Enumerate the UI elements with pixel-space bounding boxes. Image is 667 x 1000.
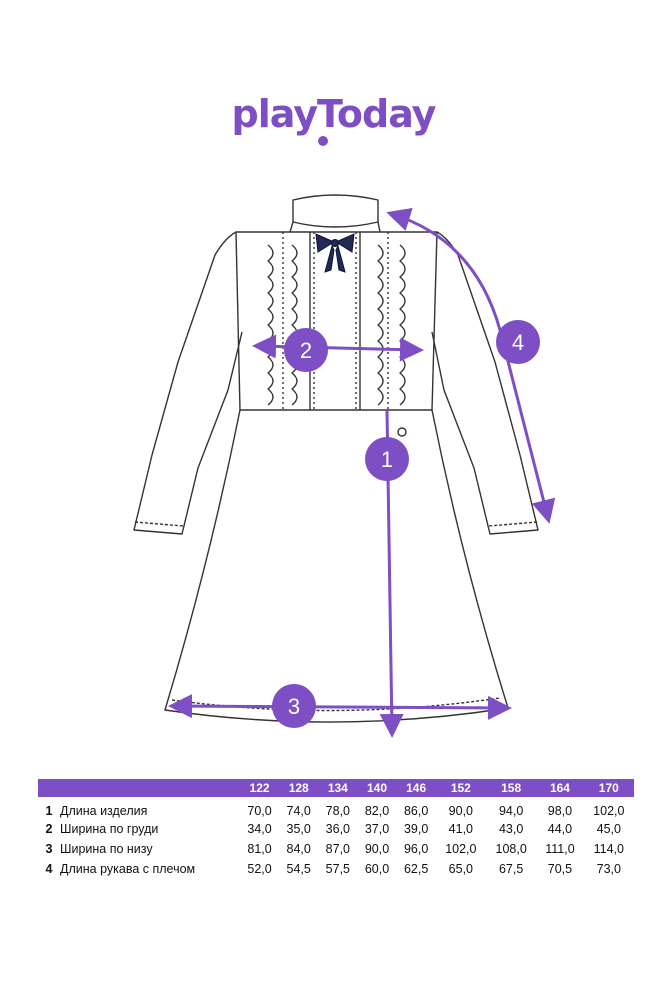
- table-cell: 43,0: [498, 822, 524, 836]
- table-cell: 90,0: [448, 804, 474, 818]
- table-cell: 62,5: [403, 862, 429, 876]
- table-cell: 108,0: [495, 842, 527, 856]
- row-number: 4: [45, 862, 53, 876]
- table-cell: 111,0: [545, 842, 575, 856]
- table-cell: 86,0: [403, 804, 429, 818]
- measure-hem-line: [174, 706, 506, 708]
- size-header: 134: [318, 779, 357, 797]
- table-cell: 102,0: [593, 804, 625, 818]
- table-cell: 114,0: [593, 842, 624, 856]
- table-cell: 94,0: [498, 804, 524, 818]
- marker-2-label: 2: [299, 338, 313, 363]
- size-header: 170: [584, 779, 634, 797]
- size-header: 152: [436, 779, 486, 797]
- row-number: 3: [45, 842, 53, 856]
- size-header-row: [38, 779, 634, 797]
- size-header: 140: [357, 779, 396, 797]
- row-name: Длина рукава с плечом: [60, 862, 196, 876]
- table-cell: 90,0: [364, 842, 390, 856]
- table-cell: 98,0: [547, 804, 573, 818]
- marker-1: [365, 437, 409, 481]
- table-cell: 82,0: [364, 804, 390, 818]
- table-cell: 70,0: [247, 804, 272, 818]
- table-cell: 52,0: [247, 862, 272, 876]
- table-cell: 65,0: [448, 862, 474, 876]
- size-header: 128: [279, 779, 318, 797]
- table-cell: 39,0: [403, 822, 429, 836]
- table-cell: 60,0: [364, 862, 390, 876]
- table-cell: 74,0: [286, 804, 311, 818]
- table-cell: 96,0: [403, 842, 429, 856]
- row-name: Ширина по груди: [60, 822, 159, 836]
- table-cell: 57,5: [325, 862, 351, 876]
- table-cell: 41,0: [448, 822, 474, 836]
- table-row: [38, 819, 634, 839]
- table-cell: 67,5: [498, 862, 524, 876]
- table-row: [38, 859, 634, 879]
- table-cell: 73,0: [596, 862, 621, 876]
- dress-outline: [134, 195, 538, 722]
- table-cell: 36,0: [325, 822, 351, 836]
- marker-3-label: 3: [287, 694, 301, 719]
- row-name: Длина изделия: [60, 804, 148, 818]
- marker-2: [284, 328, 328, 372]
- table-cell: 37,0: [364, 822, 390, 836]
- marker-3: [272, 684, 316, 728]
- marker-1-label: 1: [380, 447, 394, 472]
- table-cell: 44,0: [547, 822, 573, 836]
- table-cell: 78,0: [325, 804, 351, 818]
- size-table: [38, 779, 634, 879]
- size-header: 146: [397, 779, 436, 797]
- table-cell: 70,5: [547, 862, 573, 876]
- table-cell: 87,0: [325, 842, 351, 856]
- table-cell: 84,0: [286, 842, 311, 856]
- marker-4-label: 4: [511, 330, 525, 355]
- row-number: 2: [45, 822, 53, 836]
- bow: [316, 234, 354, 272]
- measure-chest-line: [258, 346, 418, 350]
- header-name: [60, 779, 240, 797]
- size-header: 158: [486, 779, 536, 797]
- size-header: 122: [240, 779, 279, 797]
- table-row: [38, 797, 634, 819]
- table-cell: 45,0: [596, 822, 621, 836]
- marker-4: [496, 320, 540, 364]
- table-cell: 102,0: [445, 842, 477, 856]
- row-number: 1: [45, 804, 53, 818]
- size-header: 164: [536, 779, 583, 797]
- table-cell: 81,0: [247, 842, 272, 856]
- row-name: Ширина по низу: [60, 842, 153, 856]
- table-cell: 34,0: [247, 822, 272, 836]
- brand-logo: playToday: [231, 92, 436, 136]
- table-row: [38, 839, 634, 859]
- header-num: [38, 779, 60, 797]
- table-cell: 35,0: [286, 822, 311, 836]
- table-cell: 54,5: [286, 862, 311, 876]
